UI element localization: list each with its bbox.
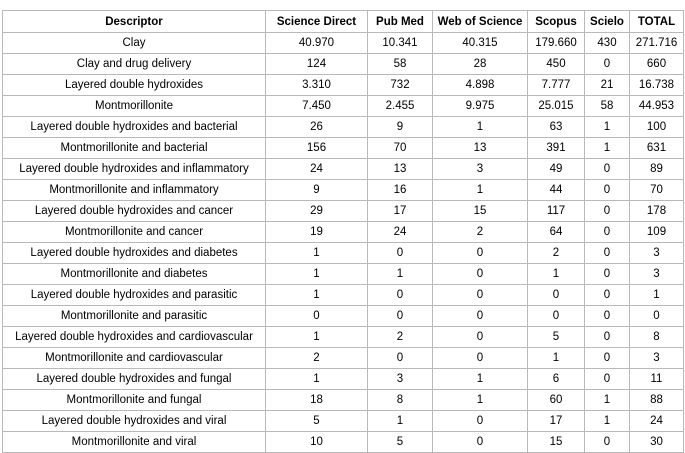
table-row [3, 180, 684, 201]
cell-scielo: 0 [585, 264, 630, 285]
cell-web-of-science: 1 [433, 369, 528, 390]
table-body [3, 33, 684, 453]
cell-total: 8 [630, 327, 684, 348]
table-row [3, 222, 684, 243]
cell-scopus: 1 [528, 264, 585, 285]
cell-web-of-science: 13 [433, 138, 528, 159]
cell-science-direct: 156 [266, 138, 368, 159]
cell-science-direct: 3.310 [266, 75, 368, 96]
cell-web-of-science: 2 [433, 222, 528, 243]
cell-descriptor: Montmorillonite and bacterial [3, 138, 266, 159]
table-row [3, 201, 684, 222]
header-descriptor: Descriptor [3, 11, 266, 33]
cell-scopus: 117 [528, 201, 585, 222]
cell-descriptor: Layered double hydroxides [3, 75, 266, 96]
cell-web-of-science: 28 [433, 54, 528, 75]
search-results-table [2, 10, 684, 453]
cell-pub-med: 2.455 [368, 96, 433, 117]
cell-pub-med: 0 [368, 306, 433, 327]
cell-science-direct: 124 [266, 54, 368, 75]
cell-web-of-science: 0 [433, 348, 528, 369]
cell-descriptor: Layered double hydroxides and cardiovascular [3, 327, 266, 348]
cell-science-direct: 9 [266, 180, 368, 201]
cell-scopus: 25.015 [528, 96, 585, 117]
cell-science-direct: 0 [266, 306, 368, 327]
cell-scielo: 0 [585, 201, 630, 222]
cell-pub-med: 9 [368, 117, 433, 138]
cell-pub-med: 2 [368, 327, 433, 348]
table-row [3, 348, 684, 369]
table-row [3, 33, 684, 54]
cell-total: 89 [630, 159, 684, 180]
cell-science-direct: 40.970 [266, 33, 368, 54]
cell-total: 0 [630, 306, 684, 327]
cell-descriptor: Montmorillonite and cancer [3, 222, 266, 243]
cell-scielo: 0 [585, 327, 630, 348]
cell-descriptor: Montmorillonite and diabetes [3, 264, 266, 285]
cell-science-direct: 18 [266, 390, 368, 411]
cell-scopus: 6 [528, 369, 585, 390]
cell-scopus: 7.777 [528, 75, 585, 96]
cell-descriptor: Montmorillonite and parasitic [3, 306, 266, 327]
cell-pub-med: 24 [368, 222, 433, 243]
cell-scielo: 0 [585, 222, 630, 243]
header-row [3, 11, 684, 33]
table-row [3, 75, 684, 96]
cell-science-direct: 1 [266, 369, 368, 390]
table-row [3, 327, 684, 348]
cell-web-of-science: 0 [433, 243, 528, 264]
cell-pub-med: 5 [368, 432, 433, 453]
cell-total: 30 [630, 432, 684, 453]
cell-scopus: 60 [528, 390, 585, 411]
cell-descriptor: Montmorillonite and inflammatory [3, 180, 266, 201]
cell-scopus: 49 [528, 159, 585, 180]
cell-web-of-science: 40.315 [433, 33, 528, 54]
header-total: TOTAL [630, 11, 684, 33]
cell-scielo: 58 [585, 96, 630, 117]
cell-web-of-science: 0 [433, 285, 528, 306]
cell-scielo: 0 [585, 180, 630, 201]
cell-web-of-science: 3 [433, 159, 528, 180]
header-scielo: Scielo [585, 11, 630, 33]
cell-total: 44.953 [630, 96, 684, 117]
cell-web-of-science: 1 [433, 390, 528, 411]
cell-pub-med: 8 [368, 390, 433, 411]
header-web-of-science: Web of Science [433, 11, 528, 33]
cell-descriptor: Clay and drug delivery [3, 54, 266, 75]
cell-total: 631 [630, 138, 684, 159]
cell-scopus: 17 [528, 411, 585, 432]
cell-web-of-science: 0 [433, 327, 528, 348]
cell-total: 660 [630, 54, 684, 75]
cell-pub-med: 16 [368, 180, 433, 201]
cell-pub-med: 70 [368, 138, 433, 159]
cell-total: 16.738 [630, 75, 684, 96]
cell-scopus: 391 [528, 138, 585, 159]
cell-scopus: 44 [528, 180, 585, 201]
cell-web-of-science: 4.898 [433, 75, 528, 96]
table-row [3, 411, 684, 432]
cell-total: 100 [630, 117, 684, 138]
cell-total: 88 [630, 390, 684, 411]
cell-science-direct: 26 [266, 117, 368, 138]
cell-total: 3 [630, 348, 684, 369]
header-scopus: Scopus [528, 11, 585, 33]
table-row [3, 159, 684, 180]
cell-total: 3 [630, 243, 684, 264]
cell-science-direct: 10 [266, 432, 368, 453]
table-row [3, 54, 684, 75]
cell-scielo: 0 [585, 54, 630, 75]
cell-science-direct: 1 [266, 243, 368, 264]
cell-descriptor: Layered double hydroxides and cancer [3, 201, 266, 222]
cell-descriptor: Montmorillonite and viral [3, 432, 266, 453]
table-row [3, 138, 684, 159]
cell-science-direct: 29 [266, 201, 368, 222]
cell-total: 11 [630, 369, 684, 390]
cell-pub-med: 0 [368, 348, 433, 369]
cell-scielo: 0 [585, 432, 630, 453]
cell-scopus: 63 [528, 117, 585, 138]
table-row [3, 432, 684, 453]
cell-web-of-science: 9.975 [433, 96, 528, 117]
cell-descriptor: Layered double hydroxides and parasitic [3, 285, 266, 306]
cell-scopus: 450 [528, 54, 585, 75]
header-science-direct: Science Direct [266, 11, 368, 33]
cell-science-direct: 19 [266, 222, 368, 243]
cell-scielo: 0 [585, 243, 630, 264]
cell-descriptor: Montmorillonite and cardiovascular [3, 348, 266, 369]
cell-pub-med: 17 [368, 201, 433, 222]
cell-science-direct: 24 [266, 159, 368, 180]
cell-scielo: 0 [585, 159, 630, 180]
cell-pub-med: 732 [368, 75, 433, 96]
cell-science-direct: 2 [266, 348, 368, 369]
cell-scopus: 5 [528, 327, 585, 348]
cell-total: 178 [630, 201, 684, 222]
cell-scopus: 0 [528, 285, 585, 306]
cell-scielo: 430 [585, 33, 630, 54]
table-row [3, 306, 684, 327]
cell-scielo: 1 [585, 117, 630, 138]
cell-scielo: 0 [585, 369, 630, 390]
cell-descriptor: Montmorillonite and fungal [3, 390, 266, 411]
table-row [3, 285, 684, 306]
table-row [3, 117, 684, 138]
cell-total: 3 [630, 264, 684, 285]
cell-scielo: 0 [585, 348, 630, 369]
cell-science-direct: 5 [266, 411, 368, 432]
cell-scielo: 1 [585, 390, 630, 411]
cell-web-of-science: 1 [433, 180, 528, 201]
cell-total: 24 [630, 411, 684, 432]
header-pub-med: Pub Med [368, 11, 433, 33]
cell-scopus: 0 [528, 306, 585, 327]
cell-web-of-science: 15 [433, 201, 528, 222]
table-container [2, 10, 683, 453]
cell-descriptor: Layered double hydroxides and bacterial [3, 117, 266, 138]
cell-pub-med: 58 [368, 54, 433, 75]
cell-pub-med: 3 [368, 369, 433, 390]
cell-scielo: 1 [585, 138, 630, 159]
cell-total: 271.716 [630, 33, 684, 54]
cell-science-direct: 7.450 [266, 96, 368, 117]
cell-web-of-science: 0 [433, 411, 528, 432]
table-row [3, 369, 684, 390]
cell-descriptor: Layered double hydroxides and viral [3, 411, 266, 432]
cell-scopus: 2 [528, 243, 585, 264]
cell-web-of-science: 0 [433, 432, 528, 453]
cell-web-of-science: 1 [433, 117, 528, 138]
cell-pub-med: 10.341 [368, 33, 433, 54]
cell-scopus: 179.660 [528, 33, 585, 54]
table-row [3, 390, 684, 411]
cell-pub-med: 1 [368, 264, 433, 285]
cell-descriptor: Clay [3, 33, 266, 54]
cell-total: 70 [630, 180, 684, 201]
cell-science-direct: 1 [266, 285, 368, 306]
cell-web-of-science: 0 [433, 306, 528, 327]
table-row [3, 243, 684, 264]
cell-scielo: 21 [585, 75, 630, 96]
cell-scopus: 15 [528, 432, 585, 453]
cell-science-direct: 1 [266, 327, 368, 348]
cell-descriptor: Layered double hydroxides and fungal [3, 369, 266, 390]
cell-pub-med: 0 [368, 285, 433, 306]
cell-pub-med: 1 [368, 411, 433, 432]
cell-pub-med: 0 [368, 243, 433, 264]
cell-total: 109 [630, 222, 684, 243]
table-row [3, 96, 684, 117]
cell-scopus: 1 [528, 348, 585, 369]
cell-scielo: 0 [585, 285, 630, 306]
cell-pub-med: 13 [368, 159, 433, 180]
cell-descriptor: Layered double hydroxides and inflammatory [3, 159, 266, 180]
cell-scopus: 64 [528, 222, 585, 243]
cell-science-direct: 1 [266, 264, 368, 285]
table-row [3, 264, 684, 285]
cell-descriptor: Layered double hydroxides and diabetes [3, 243, 266, 264]
cell-descriptor: Montmorillonite [3, 96, 266, 117]
cell-web-of-science: 0 [433, 264, 528, 285]
cell-scielo: 0 [585, 306, 630, 327]
cell-scielo: 1 [585, 411, 630, 432]
cell-total: 1 [630, 285, 684, 306]
